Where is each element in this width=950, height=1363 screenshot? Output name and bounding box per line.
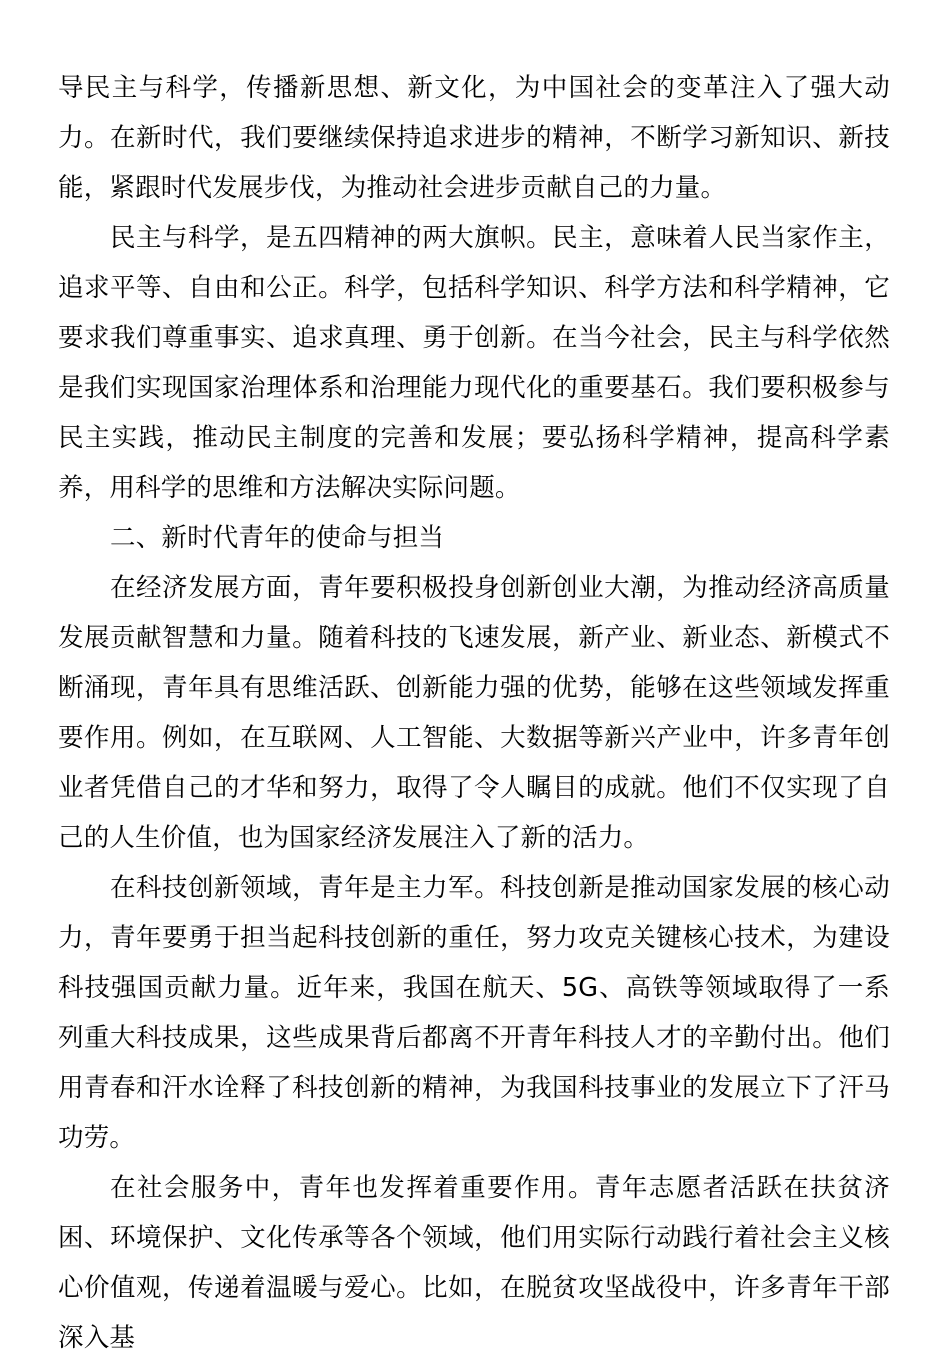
paragraph-social-service: 在社会服务中，青年也发挥着重要作用。青年志愿者活跃在扶贫济困、环境保护、文化传承等各个领域，他们用实际行动践行着社会主义核心价值观，传递着温暖与爱心。比如，在脱贫攻坚战役中，许多青年干部深入基	[58, 1173, 890, 1353]
paragraph-democracy-science: 民主与科学，是五四精神的两大旗帜。民主，意味着人民当家作主，追求平等、自由和公正。科学，包括科学知识、科学方法和科学精神，它要求我们尊重事实、追求真理、勇于创新。在当今社会，民主与科学依然是我们实现国家治理体系和治理能力现代化的重要基石。我们要积极参与民主实践，推动民主制度的完善和发展；要弘扬科学精神，提高科学素养，用科学的思维和方法解决实际问题。	[58, 223, 890, 503]
document-page	[58, 63, 890, 1363]
section-heading: 二、新时代青年的使命与担当	[110, 523, 445, 553]
paragraph-continuation: 导民主与科学，传播新思想、新文化，为中国社会的变革注入了强大动力。在新时代，我们要继续保持追求进步的精神，不断学习新知识、新技能，紧跟时代发展步伐，为推动社会进步贡献自己的力量。	[58, 73, 890, 203]
paragraph-economy: 在经济发展方面，青年要积极投身创新创业大潮，为推动经济高质量发展贡献智慧和力量。随着科技的飞速发展，新产业、新业态、新模式不断涌现，青年具有思维活跃、创新能力强的优势，能够在这些领域发挥重要作用。例如，在互联网、人工智能、大数据等新兴产业中，许多青年创业者凭借自己的才华和努力，取得了令人瞩目的成就。他们不仅实现了自己的人生价值，也为国家经济发展注入了新的活力。	[58, 573, 890, 853]
paragraph-technology: 在科技创新领域，青年是主力军。科技创新是推动国家发展的核心动力，青年要勇于担当起科技创新的重任，努力攻克关键核心技术，为建设科技强国贡献力量。近年来，我国在航天、5G、高铁等领域取得了一系列重大科技成果，这些成果背后都离不开青年科技人才的辛勤付出。他们用青春和汗水诠释了科技创新的精神，为我国科技事业的发展立下了汗马功劳。	[58, 873, 890, 1153]
